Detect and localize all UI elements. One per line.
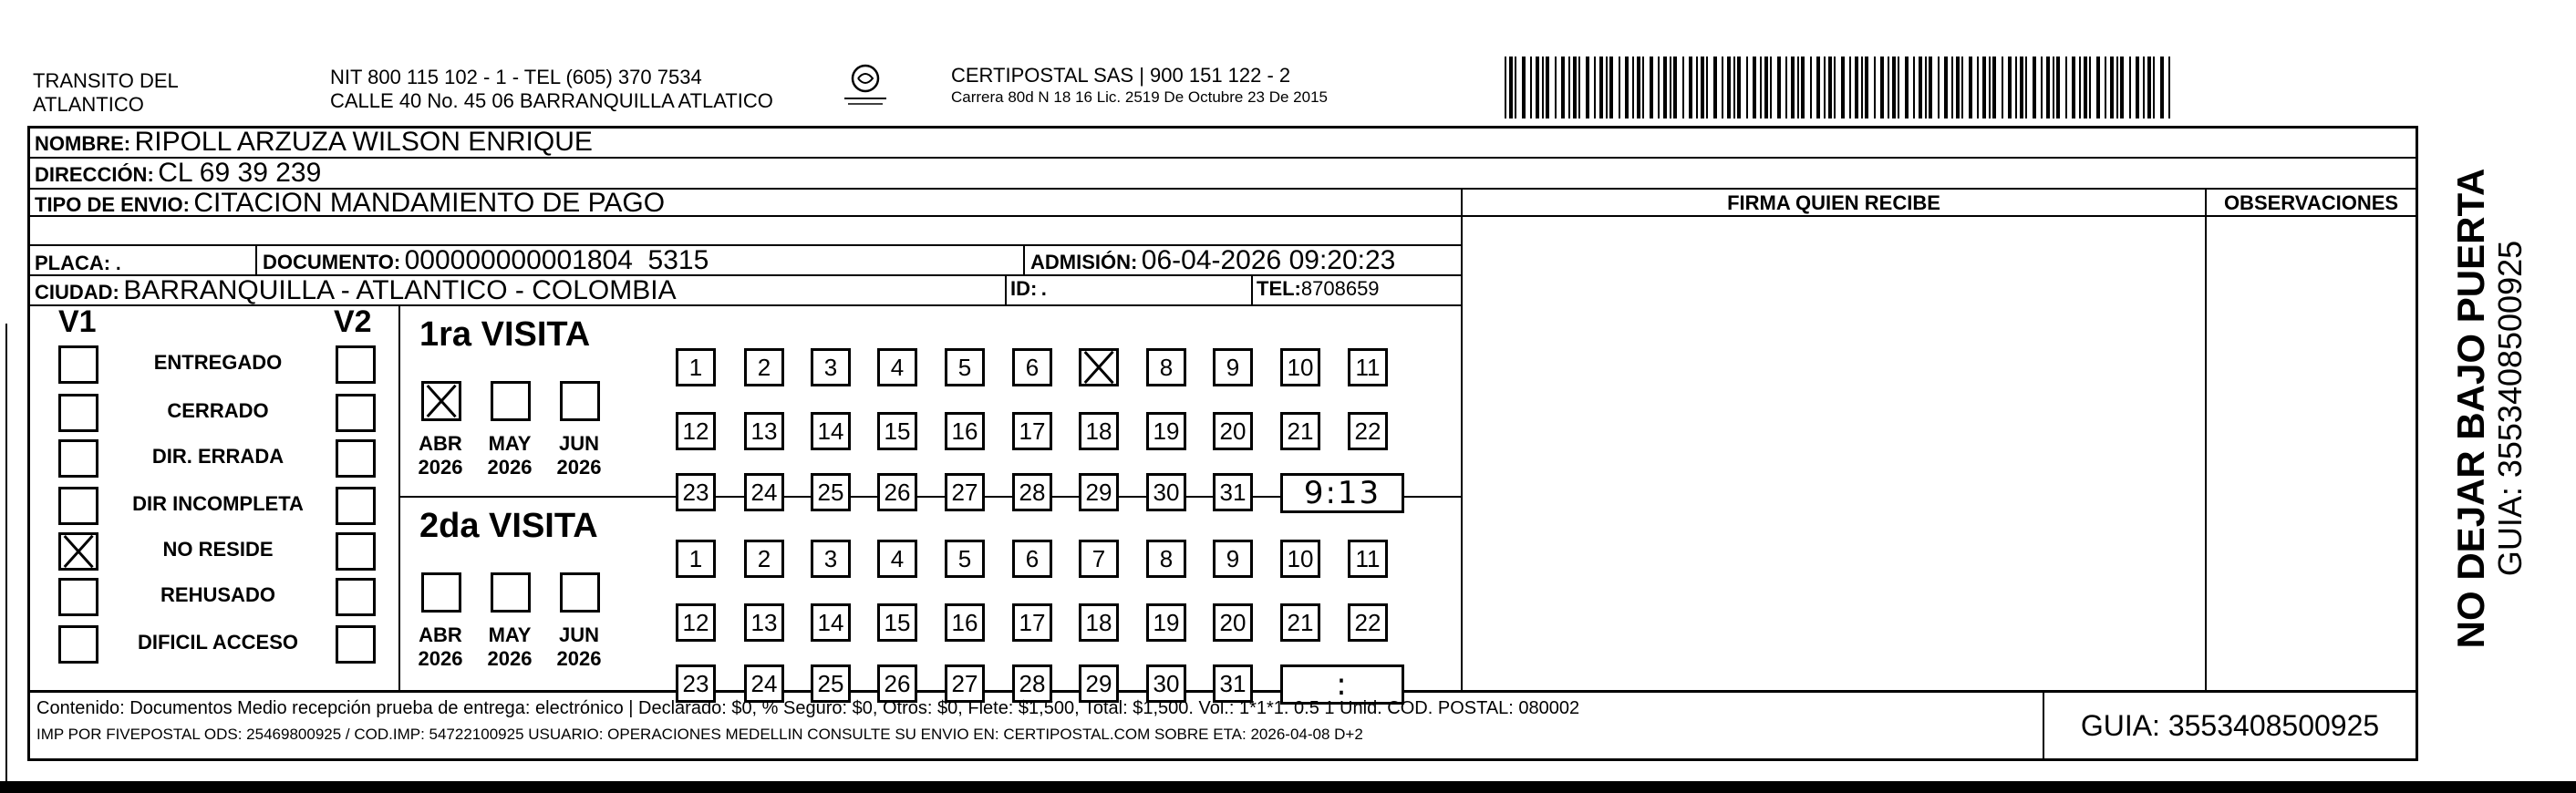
side-guia: GUIA: 3553408500925 (2491, 240, 2529, 577)
day-cell[interactable]: 8 (1146, 348, 1186, 386)
barcode-bar (1849, 57, 1851, 118)
barcode-bar (1785, 57, 1787, 118)
barcode-bar (2136, 57, 2139, 118)
month-year: 2026 (556, 456, 602, 479)
v1-checkbox[interactable] (58, 345, 98, 384)
direccion-label: DIRECCIÓN: (35, 163, 154, 186)
day-cell[interactable]: 21 (1280, 412, 1320, 450)
nit-line: NIT 800 115 102 - 1 - TEL (605) 370 7534 (330, 66, 702, 88)
barcode-bar (2089, 57, 2091, 118)
day-cell[interactable]: 30 (1146, 473, 1186, 511)
barcode-bar (1599, 57, 1603, 118)
v1-checkbox[interactable] (58, 394, 98, 432)
day-cell[interactable]: 12 (676, 412, 716, 450)
month-name: JUN (558, 623, 599, 646)
barcode-bar (1855, 57, 1858, 118)
tel-field (1257, 277, 1380, 301)
barcode-bar (1746, 57, 1748, 118)
courier-line-2: Carrera 80d N 18 16 Lic. 2519 De Octubre 23 De 2015 (951, 88, 1328, 106)
barcode-bar (2008, 57, 2012, 118)
day-cell[interactable]: 9 (1213, 348, 1253, 386)
v2-checkbox[interactable] (336, 439, 376, 478)
day-cell[interactable]: 18 (1079, 412, 1119, 450)
status-reason-label: NO RESIDE (162, 538, 274, 561)
v1-checkbox[interactable] (58, 439, 98, 478)
month-name: MAY (488, 623, 532, 646)
barcode-bar (1961, 57, 1963, 118)
barcode-bar (1810, 57, 1812, 118)
barcode-bar (2053, 57, 2054, 118)
v1-checkbox[interactable] (58, 578, 98, 616)
day-cell[interactable] (1079, 348, 1119, 386)
id-value: . (1040, 277, 1047, 300)
day-cell[interactable]: 7 (1079, 540, 1119, 578)
barcode-bar (1625, 57, 1629, 118)
v2-checkbox[interactable] (336, 532, 376, 571)
day-cell[interactable]: 10 (1280, 540, 1320, 578)
day-cell[interactable]: 12 (676, 603, 716, 642)
ciudad-label: CIUDAD: (35, 281, 119, 304)
barcode-bar (1929, 57, 1932, 118)
day-cell[interactable]: 13 (744, 412, 784, 450)
day-cell[interactable]: 9 (1213, 540, 1253, 578)
barcode-bar (1797, 57, 1799, 118)
direccion-value: CL 69 39 239 (158, 158, 322, 188)
barcode-bar (1874, 57, 1876, 118)
month-checkbox[interactable] (560, 572, 600, 613)
tel-value: 8708659 (1300, 277, 1380, 300)
barcode-bar (2153, 57, 2155, 118)
barcode-bar (1722, 57, 1723, 118)
day-cell[interactable]: 24 (744, 473, 784, 511)
placa-label: PLACA: (35, 252, 111, 274)
barcode-bar (1682, 57, 1684, 118)
footer-imp: IMP POR FIVEPOSTAL ODS: 25469800925 / COD.IMP: 54722100925 USUARIO: OPERACIONES MEDELLIN CONSULTE SU ENVIO EN: CERTIPOSTAL.COM SOBRE ETA: 2026-04-08 D+2 (36, 726, 1363, 743)
v1-checkbox[interactable] (58, 625, 98, 664)
status-reason-label: CERRADO (167, 399, 269, 422)
visit-time-box[interactable]: : (1280, 664, 1404, 705)
barcode-bar (1969, 57, 1972, 118)
day-cell[interactable]: 24 (744, 664, 784, 703)
barcode-bar (1770, 57, 1772, 118)
address-line: CALLE 40 No. 45 06 BARRANQUILLA ATLATICO (330, 89, 773, 112)
barcode-bar (1509, 57, 1513, 118)
barcode-bar (1760, 57, 1762, 118)
month-year: 2026 (418, 456, 463, 479)
barcode-bar (1505, 57, 1506, 118)
status-reason-label: DIFICIL ACCESO (137, 631, 298, 654)
day-cell[interactable]: 5 (945, 348, 985, 386)
day-cell[interactable]: 11 (1348, 540, 1388, 578)
month-name: ABR (419, 432, 462, 455)
day-cell[interactable]: 22 (1348, 412, 1388, 450)
visit-title: 1ra VISITA (419, 315, 591, 354)
barcode-bar (1555, 57, 1557, 118)
barcode-bar (1841, 57, 1845, 118)
nombre-row (35, 127, 593, 158)
day-cell[interactable]: 19 (1146, 603, 1186, 642)
barcode-bar (1642, 57, 1644, 118)
month-label (409, 432, 472, 479)
barcode-bar (1956, 57, 1960, 118)
day-cell[interactable]: 31 (1213, 664, 1253, 703)
barcode-bar (2129, 57, 2131, 118)
month-checkbox[interactable] (421, 572, 461, 613)
barcode-bar (1888, 57, 1889, 118)
day-cell[interactable]: 4 (877, 540, 917, 578)
visit-time-box[interactable]: 9:13 (1280, 473, 1404, 513)
barcode-bar (1696, 57, 1698, 118)
id-field (1010, 277, 1047, 301)
barcode-bar (2116, 57, 2118, 118)
barcode-bar (1944, 57, 1948, 118)
v2-label: V2 (334, 304, 372, 339)
barcode-bar (2105, 57, 2106, 118)
day-cell[interactable]: 28 (1012, 473, 1052, 511)
day-cell[interactable]: 6 (1012, 540, 1052, 578)
footer-guia: GUIA: 3553408500925 (2080, 708, 2380, 742)
barcode-bar (1515, 57, 1516, 118)
barcode-bar (2143, 57, 2145, 118)
barcode-bar (1713, 57, 1717, 118)
day-cell[interactable]: 1 (676, 540, 716, 578)
day-cell[interactable]: 2 (744, 348, 784, 386)
barcode-bar (2056, 57, 2060, 118)
v2-checkbox[interactable] (336, 345, 376, 384)
barcode-bar (1594, 57, 1596, 118)
barcode-bar (2096, 57, 2100, 118)
day-cell[interactable]: 27 (945, 664, 985, 703)
barcode-bar (1898, 57, 1899, 118)
barcode-bar (1982, 57, 1986, 118)
direccion-row (35, 158, 321, 189)
day-cell[interactable]: 26 (877, 664, 917, 703)
day-cell[interactable]: 30 (1146, 664, 1186, 703)
footer-contenido: Contenido: Documentos Medio recepción prueba de entrega: electrónico | Declarado: $0, % Seguro: $0, Otros: $0, Flete: $1,500, Total: $1,500. Vol.: 1*1*1. 0.5 1 Unid. COD. POSTAL: 080002 (36, 698, 1580, 718)
month-checkbox[interactable] (560, 381, 600, 421)
day-cell[interactable]: 5 (945, 540, 985, 578)
barcode (1503, 57, 2178, 118)
day-cell[interactable]: 22 (1348, 603, 1388, 642)
barcode-bar (1951, 57, 1953, 118)
month-name: MAY (488, 432, 532, 455)
day-cell[interactable]: 13 (744, 603, 784, 642)
day-cell[interactable]: 15 (877, 603, 917, 642)
barcode-bar (2020, 57, 2023, 118)
month-name: JUN (558, 432, 599, 455)
documento-field (263, 245, 709, 276)
barcode-bar (1658, 57, 1660, 118)
v2-checkbox[interactable] (336, 578, 376, 616)
barcode-bar (2015, 57, 2017, 118)
status-reason-label: DIR INCOMPLETA (132, 492, 304, 515)
visit-title: 2da VISITA (419, 507, 598, 545)
observaciones-header (2207, 191, 2416, 215)
barcode-bar (2160, 57, 2164, 118)
barcode-bar (1989, 57, 1991, 118)
barcode-bar (1606, 57, 1608, 118)
v1-checkbox[interactable] (58, 487, 98, 525)
documento-value: 000000000001804 5315 (404, 245, 709, 275)
barcode-bar (1586, 57, 1589, 118)
barcode-bar (1828, 57, 1832, 118)
bottom-edge (0, 781, 2576, 793)
barcode-bar (1637, 57, 1640, 118)
month-year: 2026 (556, 647, 602, 670)
observaciones-label: OBSERVACIONES (2223, 191, 2399, 214)
day-cell[interactable]: 26 (877, 473, 917, 511)
barcode-bar (2033, 57, 2036, 118)
month-year: 2026 (418, 647, 463, 670)
day-cell[interactable]: 15 (877, 412, 917, 450)
v2-checkbox[interactable] (336, 625, 376, 664)
day-cell[interactable]: 25 (811, 664, 851, 703)
tipo-envio-row (35, 188, 665, 219)
barcode-bar (1689, 57, 1692, 118)
barcode-bar (1938, 57, 1940, 118)
barcode-bar (2147, 57, 2151, 118)
side-notice: NO DEJAR BAJO PUERTA (2449, 168, 2492, 649)
courier-info (951, 64, 1328, 108)
barcode-bar (1522, 57, 1526, 118)
admision-field (1030, 245, 1395, 276)
v1-checkbox[interactable] (58, 532, 98, 571)
barcode-bar (2046, 57, 2050, 118)
day-cell[interactable]: 6 (1012, 348, 1052, 386)
day-cell[interactable]: 29 (1079, 664, 1119, 703)
barcode-bar (1737, 57, 1741, 118)
side-panel (2421, 153, 2558, 664)
day-cell[interactable]: 4 (877, 348, 917, 386)
day-cell[interactable]: 2 (744, 540, 784, 578)
firma-header (1463, 191, 2205, 215)
tipo-envio-value: CITACION MANDAMIENTO DE PAGO (193, 188, 666, 218)
barcode-bar (1824, 57, 1826, 118)
month-checkbox[interactable] (491, 381, 531, 421)
barcode-bar (1733, 57, 1735, 118)
day-cell[interactable]: 14 (811, 412, 851, 450)
documento-label: DOCUMENTO: (263, 251, 401, 273)
month-label (478, 432, 542, 479)
barcode-bar (1706, 57, 1708, 118)
barcode-bar (1816, 57, 1820, 118)
day-cell[interactable]: 3 (811, 348, 851, 386)
month-label (478, 623, 542, 671)
status-reason-label: REHUSADO (160, 583, 275, 606)
barcode-bar (1992, 57, 1996, 118)
barcode-bar (1650, 57, 1653, 118)
firma-label: FIRMA QUIEN RECIBE (1727, 191, 1940, 214)
status-reason-label: DIR. ERRADA (151, 445, 284, 468)
month-label (409, 623, 472, 671)
day-cell[interactable]: 23 (676, 473, 716, 511)
sender-info (330, 66, 773, 113)
month-label (547, 623, 611, 671)
barcode-bar (1561, 57, 1565, 118)
month-name: ABR (419, 623, 462, 646)
barcode-bar (2041, 57, 2043, 118)
day-cell[interactable]: 11 (1348, 348, 1388, 386)
status-reason-label: ENTREGADO (153, 351, 283, 374)
tel-label: TEL: (1257, 277, 1301, 300)
v2-checkbox[interactable] (336, 394, 376, 432)
admision-label: ADMISIÓN: (1030, 251, 1138, 273)
day-cell[interactable]: 28 (1012, 664, 1052, 703)
barcode-bar (1546, 57, 1549, 118)
barcode-bar (1673, 57, 1677, 118)
courier-line-1: CERTIPOSTAL SAS | 900 151 122 - 2 (951, 64, 1291, 87)
barcode-bar (2025, 57, 2027, 118)
barcode-bar (1670, 57, 1671, 118)
org-line-2: ATLANTICO (33, 93, 144, 116)
v1-label: V1 (58, 304, 97, 339)
barcode-bar (2065, 57, 2067, 118)
month-checkbox[interactable] (491, 572, 531, 613)
barcode-bar (1701, 57, 1704, 118)
barcode-bar (1865, 57, 1868, 118)
barcode-bar (1542, 57, 1544, 118)
day-cell[interactable]: 17 (1012, 412, 1052, 450)
barcode-bar (2079, 57, 2081, 118)
barcode-bar (2084, 57, 2087, 118)
day-cell[interactable]: 18 (1079, 603, 1119, 642)
barcode-bar (1632, 57, 1634, 118)
barcode-bar (1536, 57, 1539, 118)
day-cell[interactable]: 8 (1146, 540, 1186, 578)
day-cell[interactable]: 17 (1012, 603, 1052, 642)
certipostal-logo (833, 62, 897, 113)
id-label: ID: (1010, 277, 1038, 300)
month-year: 2026 (487, 456, 533, 479)
month-year: 2026 (487, 647, 533, 670)
day-cell[interactable]: 20 (1213, 603, 1253, 642)
ciudad-field (35, 275, 677, 306)
barcode-bar (1905, 57, 1909, 118)
v2-checkbox[interactable] (336, 487, 376, 525)
barcode-bar (1727, 57, 1731, 118)
barcode-bar (1834, 57, 1836, 118)
barcode-bar (2002, 57, 2003, 118)
barcode-bar (1578, 57, 1580, 118)
day-cell[interactable]: 31 (1213, 473, 1253, 511)
barcode-bar (1925, 57, 1927, 118)
barcode-bar (1861, 57, 1863, 118)
day-cell[interactable]: 14 (811, 603, 851, 642)
nombre-value: RIPOLL ARZUZA WILSON ENRIQUE (134, 127, 593, 157)
barcode-bar (1663, 57, 1667, 118)
barcode-bar (2110, 57, 2114, 118)
barcode-bar (1791, 57, 1795, 118)
placa-field (35, 246, 122, 277)
barcode-bar (1619, 57, 1620, 118)
org-name (33, 69, 179, 117)
nombre-label: NOMBRE: (35, 132, 131, 155)
barcode-bar (1919, 57, 1922, 118)
barcode-bar (1977, 57, 1979, 118)
barcode-bar (1609, 57, 1613, 118)
day-cell[interactable]: 16 (945, 603, 985, 642)
left-edge-line (5, 324, 7, 793)
barcode-bar (1764, 57, 1768, 118)
day-cell[interactable]: 25 (811, 473, 851, 511)
month-checkbox[interactable] (421, 381, 461, 421)
barcode-bar (1753, 57, 1756, 118)
placa-value: . (114, 246, 122, 276)
org-line-1: TRANSITO DEL (33, 69, 179, 92)
barcode-bar (1530, 57, 1532, 118)
day-cell[interactable]: 21 (1280, 603, 1320, 642)
tipo-envio-label: TIPO DE ENVIO: (35, 193, 190, 216)
admision-value: 06-04-2026 09:20:23 (1141, 245, 1396, 275)
barcode-bar (2120, 57, 2124, 118)
day-cell[interactable]: 19 (1146, 412, 1186, 450)
day-cell[interactable]: 16 (945, 412, 985, 450)
barcode-bar (1777, 57, 1781, 118)
day-cell[interactable]: 20 (1213, 412, 1253, 450)
day-cell[interactable]: 29 (1079, 473, 1119, 511)
ciudad-value: BARRANQUILLA - ATLANTICO - COLOMBIA (123, 275, 677, 305)
barcode-bar (1913, 57, 1915, 118)
barcode-bar (1880, 57, 1884, 118)
day-cell[interactable]: 27 (945, 473, 985, 511)
barcode-bar (1892, 57, 1896, 118)
day-cell[interactable]: 1 (676, 348, 716, 386)
day-cell[interactable]: 3 (811, 540, 851, 578)
day-cell[interactable]: 10 (1280, 348, 1320, 386)
barcode-bar (2072, 57, 2075, 118)
month-label (547, 432, 611, 479)
barcode-bar (1573, 57, 1577, 118)
day-cell[interactable]: 23 (676, 664, 716, 703)
barcode-bar (1801, 57, 1805, 118)
barcode-bar (2168, 57, 2170, 118)
barcode-bar (1568, 57, 1570, 118)
